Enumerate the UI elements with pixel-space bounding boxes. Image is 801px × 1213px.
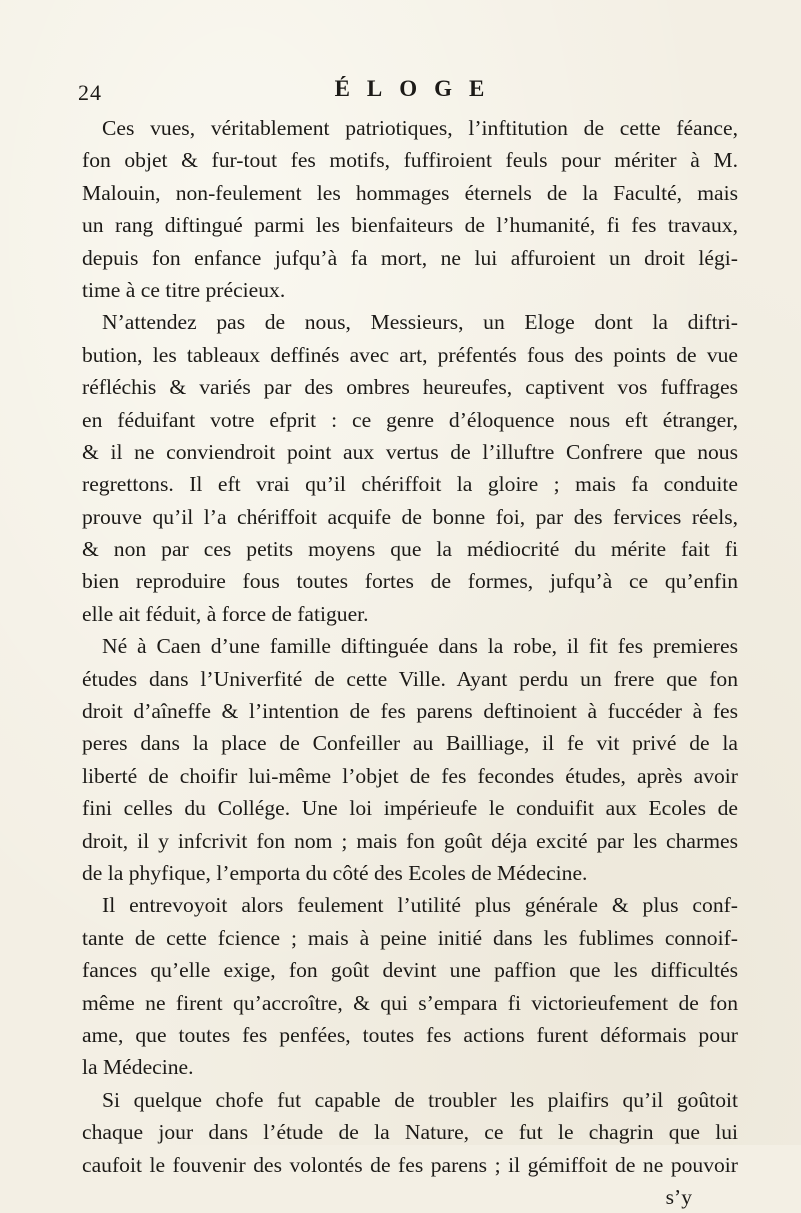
text-line: chaque jour dans l’étude de la Nature, ce fut le chagrin que lui [82,1120,738,1145]
text-line: la Médecine. [82,1055,194,1080]
text-line: Malouin, non-feulement les hommages éternels de la Faculté, mais [82,180,738,205]
text-line: prouve qu’il l’a chériffoit acquife de bonne foi, par des fervices réels, [82,504,738,529]
text-line: études dans l’Univerfité de cette Ville. Ayant perdu un frere que fon [82,666,738,691]
text-line: Né à Caen d’une famille diftinguée dans la robe, il fit fes premieres [102,634,738,659]
catchword: s’y [665,1184,692,1209]
body-text [82,112,738,1213]
text-line: peres dans la place de Confeiller au Bailliage, il fe vit privé de la [82,731,738,756]
text-line: réfléchis & variés par des ombres heureufes, captivent vos fuffrages [82,375,738,400]
text-line: droit, il y infcrivit fon nom ; mais fon goût déja excité par les charmes [82,828,738,853]
text-line: fini celles du Collége. Une loi impérieufe le conduifit aux Ecoles de [82,796,738,821]
text-line: depuis fon enfance jufqu’à fa mort, ne lui affuroient un droit légi- [82,245,738,270]
text-line: un rang diftingué parmi les bienfaiteurs de l’humanité, fi fes travaux, [82,213,738,238]
text-line: ame, que toutes fes penfées, toutes fes actions furent déformais pour [82,1022,738,1047]
text-line: fon objet & fur-tout fes motifs, fuffiroient feuls pour mériter à M. [82,148,738,173]
text-line: Ces vues, véritablement patriotiques, l’inftitution de cette féance, [102,116,738,140]
text-line: fances qu’elle exige, fon goût devint une paffion que les difficultés [82,958,738,983]
text-line: & il ne conviendroit point aux vertus de l’illuftre Confrere que nous [82,439,738,464]
page-header [78,76,738,106]
text-line: time à ce titre précieux. [82,277,286,302]
text-line: regrettons. Il eft vrai qu’il chériffoit la gloire ; mais fa conduite [82,472,738,497]
text-line: Il entrevoyoit alors feulement l’utilité plus générale & plus conf- [102,893,738,918]
text-line: elle ait féduit, à force de fatiguer. [82,601,369,626]
text-line: de la phyfique, l’emporta du côté des Ecoles de Médecine. [82,860,588,885]
text-line: droit d’aîneffe & l’intention de fes parens deftinoient à fuccéder à fes [82,699,738,724]
text-line: caufoit le fouvenir des volontés de fes parens ; il gémiffoit de ne pouvoir [82,1152,738,1177]
text-line: même ne firent qu’accroître, & qui s’empara fi victorieufement de fon [82,990,738,1015]
text-line: bien reproduire fous toutes fortes de formes, jufqu’à ce qu’enfin [82,569,738,594]
page-number: 24 [78,80,102,105]
text-line: & non par ces petits moyens que la médiocrité du mérite fait fi [82,537,738,562]
running-title: ÉLOGE [334,76,502,101]
text-line: bution, les tableaux deffinés avec art, préfentés fous des points de vue [82,342,738,367]
text-line: N’attendez pas de nous, Messieurs, un Eloge dont la diftri- [102,310,738,335]
text-line: liberté de choifir lui-même l’objet de fes fecondes études, après avoir [82,763,738,788]
catchword-line [82,1181,738,1213]
text-line: Si quelque chofe fut capable de troubler les plaifirs qu’il goûtoit [102,1087,738,1112]
text-line: en féduifant votre efprit : ce genre d’éloquence nous eft étranger, [82,407,738,432]
text-line: tante de cette fcience ; mais à peine initié dans les fublimes connoif- [82,925,738,950]
